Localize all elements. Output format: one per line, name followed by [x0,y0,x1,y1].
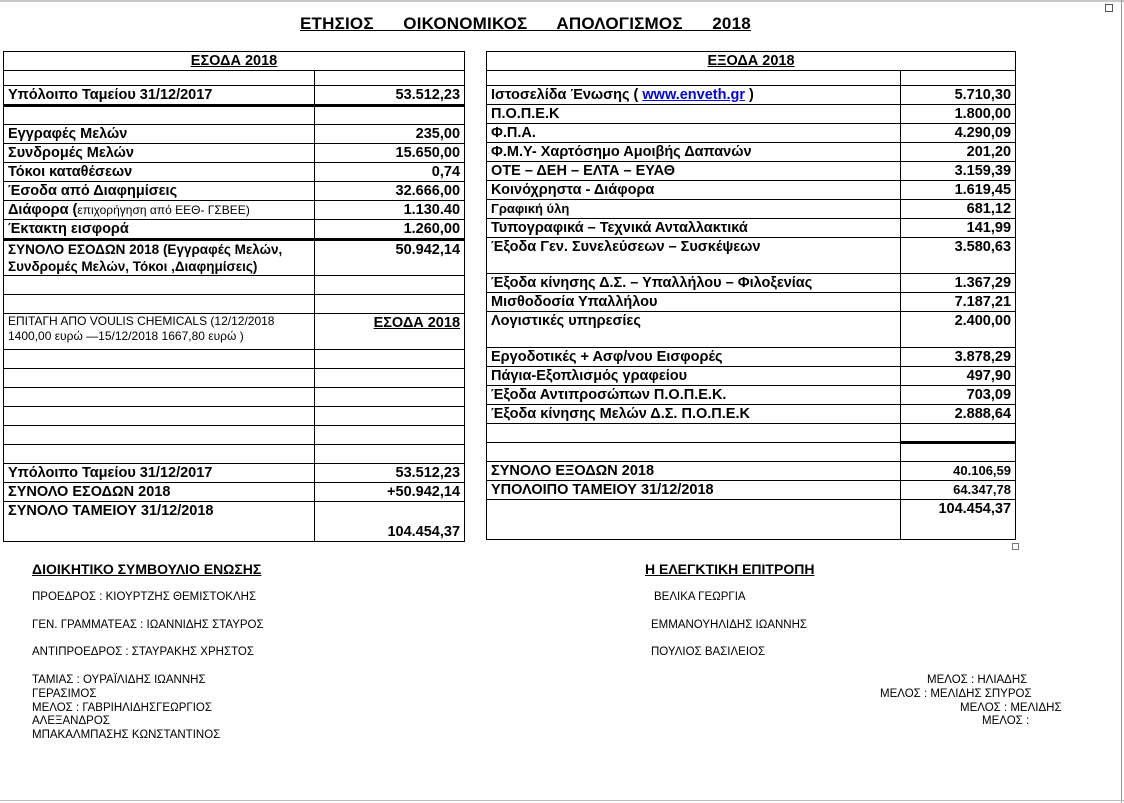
page-top-edge [0,0,1124,2]
expense-item-value: 497,90 [901,367,1016,386]
income-header: ΕΣΟΔΑ 2018 [4,52,465,71]
income-grand-total-value: 104.454,37 [315,502,465,542]
expense-item-label: Έξοδα κίνησης Δ.Σ. – Υπαλλήλου – Φιλοξενίας [487,274,901,293]
income-item-label: Έσοδα από Διαφημίσεις [4,182,315,201]
cheque-income-header: ΕΣΟΔΑ 2018 [315,314,465,350]
board-member: ΜΕΛΟΣ : ΓΑΒΡΙΗΛΙΔΗΣΓΕΩΡΓΙΟΣ [32,702,212,714]
expense-website-label [487,86,901,105]
board-president: ΠΡΟΕΔΡΟΣ : ΚΙΟΥΡΤΖΗΣ ΘΕΜΙΣΤΟΚΛΗΣ [32,591,257,603]
expense-item-label: Έξοδα Αντιπροσώπων Π.Ο.Π.Ε.Κ. [487,386,901,405]
expense-item-label: Έξοδα κίνησης Μελών Δ.Σ. Π.Ο.Π.Ε.Κ [487,405,901,424]
expense-website-value: 5.710,30 [901,86,1016,105]
expense-item-value: 4.290,09 [901,124,1016,143]
expense-summary-value: 40.106,59 [901,462,1016,481]
board-member-right: ΜΕΛΟΣ : ΜΕΛΙΔΗΣ [960,702,1062,714]
income-opening-value: 53.512,23 [315,86,465,106]
expense-item-value: 2.400,00 [901,312,1016,348]
income-item-value: 32.666,00 [315,182,465,201]
page-right-edge [1121,0,1122,803]
expense-table [486,51,1016,540]
income-various-sub: επιχορήγηση από ΕΕΘ- ΓΣΒΕΕ) [77,203,250,217]
expense-item-value: 201,20 [901,143,1016,162]
expense-item-value: 3.878,29 [901,348,1016,367]
income-item-value: 0,74 [315,163,465,182]
expense-item-value: 1.619,45 [901,181,1016,200]
income-summary-label: ΣΥΝΟΛΟ ΕΣΟΔΩΝ 2018 [4,483,315,502]
board-member-cont: ΑΛΕΞΑΝΔΡΟΣ [32,715,110,727]
expense-summary-label: ΣΥΝΟΛΟ ΕΞΟΔΩΝ 2018 [487,462,901,481]
income-total-value: 50.942,14 [315,240,465,276]
expense-item-label: Κοινόχρηστα - Διάφορα [487,181,901,200]
income-item-label: Έκτακτη εισφορά [4,220,315,240]
audit-member: ΒΕΛΙΚΑ ΓΕΩΡΓΙΑ [654,591,746,603]
expense-item-value: 2.888,64 [901,405,1016,424]
income-item-value: 235,00 [315,125,465,144]
grand-total-label: ΣΥΝΟΛΟ ΤΑΜΕΙΟΥ 31/12/2018 [4,502,315,542]
expense-header: ΕΞΟΔΑ 2018 [487,52,1016,71]
page-bottom-edge [0,800,1124,801]
expense-item-label: Μισθοδοσία Υπαλλήλου [487,293,901,312]
board-treasurer-cont: ΓΕΡΑΣΙΜΟΣ [32,688,97,700]
expense-item-label: Τυπογραφικά – Τεχνικά Ανταλλακτικά [487,219,901,238]
income-item-label [4,201,315,220]
expense-item-label: Φ.Μ.Υ- Χαρτόσημο Αμοιβής Δαπανών [487,143,901,162]
cheque-note: ΕΠΙΤΑΓΗ ΑΠΟ VOULIS CHEMICALS (12/12/2018 1400,00 ευρώ —15/12/2018 1667,80 ευρώ ) [4,314,315,350]
expense-item-label: Έξοδα Γεν. Συνελεύσεων – Συσκέψεων [487,238,901,274]
income-opening-label: Υπόλοιπο Ταμείου 31/12/2017 [4,86,315,106]
table-resize-handle[interactable] [1012,543,1019,550]
income-summary-value: 53.512,23 [315,464,465,483]
income-item-label: Εγγραφές Μελών [4,125,315,144]
board-member-right: ΜΕΛΟΣ : ΗΛΙΑΔΗΣ [927,674,1028,686]
expense-item-value: 3.580,63 [901,238,1016,274]
board-member-right: ΜΕΛΟΣ : [982,715,1030,727]
expense-item-value: 3.159,39 [901,162,1016,181]
board-member-right: ΜΕΛΟΣ : ΜΕΛΙΔΗΣ ΣΠΥΡΟΣ [880,688,1032,700]
expense-item-label: Π.Ο.Π.Ε.Κ [487,105,901,124]
expense-item-label: ΟΤΕ – ΔΕΗ – ΕΛΤΑ – ΕΥΑΘ [487,162,901,181]
text-boundary-marker [1105,4,1113,12]
expense-item-value: 703,09 [901,386,1016,405]
income-various-label: Διάφορα ( [8,202,78,218]
audit-member: ΠΟΥΛΙΟΣ ΒΑΣΙΛΕΙΟΣ [651,646,766,658]
income-item-label: Τόκοι καταθέσεων [4,163,315,182]
document-title: ΕΤΗΣΙΟΣ ΟΙΚΟΝΟΜΙΚΟΣ ΑΠΟΛΟΓΙΣΜΟΣ 2018 [300,14,751,33]
income-table [3,51,465,542]
audit-member: ΕΜΜΑΝΟΥΗΛΙΔΗΣ ΙΩΑΝΝΗΣ [651,619,808,631]
income-item-label: Συνδρομές Μελών [4,144,315,163]
expense-item-label: Εργοδοτικές + Ασφ/νου Εισφορές [487,348,901,367]
income-summary-label: Υπόλοιπο Ταμείου 31/12/2017 [4,464,315,483]
income-summary-value: +50.942,14 [315,483,465,502]
board-treasurer: ΤΑΜΙΑΣ : ΟΥΡΑΪΛΙΔΗΣ ΙΩΑΝΝΗΣ [32,674,206,686]
income-item-value: 15.650,00 [315,144,465,163]
income-item-value: 1.260,00 [315,220,465,240]
income-total-label: ΣΥΝΟΛΟ ΕΣΟΔΩΝ 2018 (Εγγραφές Μελών, Συνδρομές Μελών, Τόκοι ,Διαφημίσεις) [4,240,315,276]
expense-item-value: 1.800,00 [901,105,1016,124]
expense-item-label: Λογιστικές υπηρεσίες [487,312,901,348]
board-vice-president: ΑΝΤΙΠΡΟΕΔΡΟΣ : ΣΤΑΥΡΑΚΗΣ ΧΡΗΣΤΟΣ [32,646,254,658]
expense-item-value: 681,12 [901,200,1016,219]
board-heading: ΔΙΟΙΚΗΤΙΚΟ ΣΥΜΒΟΥΛΙΟ ΕΝΩΣΗΣ [32,561,262,577]
expense-summary-value: 64.347,78 [901,481,1016,500]
website-link[interactable]: www.enveth.gr [642,87,745,103]
expense-item-value: 141,99 [901,219,1016,238]
expense-item-value: 1.367,29 [901,274,1016,293]
expense-item-value: 7.187,21 [901,293,1016,312]
audit-heading: Η ΕΛΕΓΚΤΙΚΗ ΕΠΙΤΡΟΠΗ [645,561,815,577]
expense-summary-label: ΥΠΟΛΟΙΠΟ ΤΑΜΕΙΟΥ 31/12/2018 [487,481,901,500]
expense-item-label: Γραφική ύλη [487,200,901,219]
expense-item-label: Πάγια-Εξοπλισμός γραφείου [487,367,901,386]
expense-item-label: Φ.Π.Α. [487,124,901,143]
board-member-2: ΜΠΑΚΑΛΜΠΑΣΗΣ ΚΩΝΣΤΑΝΤΙΝΟΣ [32,729,221,741]
income-item-value: 1.130.40 [315,201,465,220]
expense-website-close: ) [744,87,754,103]
board-secretary: ΓΕΝ. ΓΡΑΜΜΑΤΕΑΣ : ΙΩΑΝΝΙΔΗΣ ΣΤΑΥΡΟΣ [32,619,264,631]
expense-website-text: Ιστοσελίδα Ένωσης ( [491,87,643,103]
expense-grand-total-value: 104.454,37 [901,500,1016,540]
